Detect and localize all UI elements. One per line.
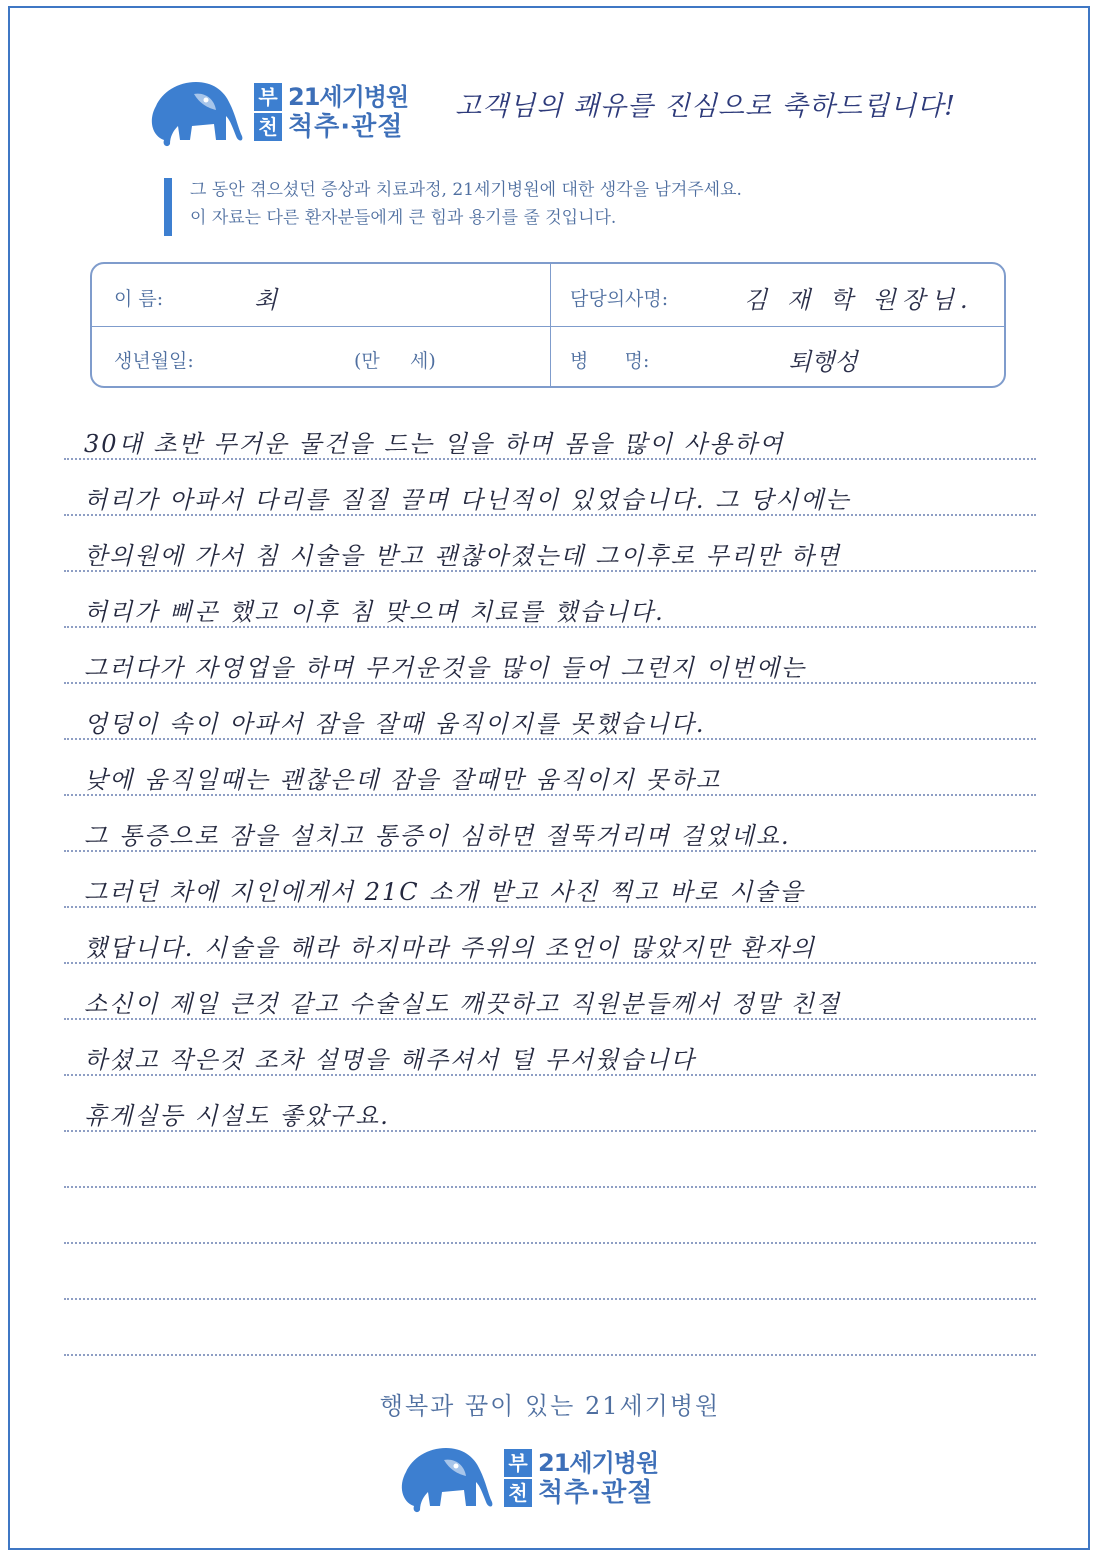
header-slogan: 고객님의 쾌유를 진심으로 축하드립니다! (455, 91, 956, 122)
intro-accent-bar (164, 178, 172, 236)
testimonial-line: 그 통증으로 잠을 설치고 통증이 심하면 절뚝거리며 걸었네요. (84, 822, 791, 850)
brand-name: 21세기병원 (288, 83, 409, 111)
badge-top: 부 (504, 1449, 532, 1477)
hospital-logo (144, 70, 408, 154)
testimonial-line: 그러다가 자영업을 하며 무거운것을 많이 들어 그런지 이번에는 (84, 654, 807, 682)
birth-label: 생년월일: (114, 350, 194, 372)
testimonial-line: 허리가 삐곤 했고 이후 침 맞으며 치료를 했습니다. (84, 598, 665, 626)
patient-info-box (90, 262, 1006, 388)
intro-block (164, 176, 964, 232)
elephant-icon (144, 70, 248, 154)
name-label: 이 름: (114, 288, 164, 310)
testimonial-line: 낮에 움직일때는 괜찮은데 잠을 잘때만 움직이지 못하고 (84, 766, 722, 794)
badge-bottom: 천 (504, 1479, 532, 1507)
testimonial-line: 했답니다. 시술을 해라 하지마라 주위의 조언이 많았지만 환자의 (84, 934, 816, 962)
age-label: (만 세) (354, 350, 436, 372)
elephant-icon (394, 1436, 498, 1520)
badge-bottom: 천 (254, 113, 282, 141)
testimonial-line: 하셨고 작은것 조차 설명을 해주셔서 덜 무서웠습니다 (84, 1046, 696, 1074)
intro-line-1: 그 동안 겪으셨던 증상과 치료과정, 21세기병원에 대한 생각을 남겨주세요. (190, 180, 742, 200)
testimonial-line: 30대 초반 무거운 물건을 드는 일을 하며 몸을 많이 사용하여 (84, 430, 785, 458)
badge-top: 부 (254, 83, 282, 111)
disease-value: 퇴행성 (788, 348, 858, 376)
brand-name: 21세기병원 (538, 1449, 659, 1477)
name-value: 최 (254, 286, 278, 314)
brand-specialty: 척추·관절 (538, 1478, 654, 1508)
testimonial-line: 한의원에 가서 침 시술을 받고 괜찮아졌는데 그이후로 무리만 하면 (84, 542, 841, 570)
intro-line-2: 이 자료는 다른 환자분들에게 큰 힘과 용기를 줄 것입니다. (190, 208, 617, 228)
testimonial-line: 그러던 차에 지인에게서 21C 소개 받고 사진 찍고 바로 시술을 (84, 878, 805, 906)
testimonial-line: 허리가 아파서 다리를 질질 끌며 다닌적이 있었습니다. 그 당시에는 (84, 486, 851, 514)
disease-label: 병 명: (570, 350, 650, 372)
brand-specialty: 척추·관절 (288, 112, 404, 142)
doctor-value: 김 재 학 원장님. (744, 286, 974, 314)
testimonial-line: 소신이 제일 큰것 같고 수술실도 깨끗하고 직원분들께서 정말 친절 (84, 990, 841, 1018)
testimonial-line: 휴게실등 시설도 좋았구요. (84, 1102, 390, 1130)
footer-slogan: 행복과 꿈이 있는 21세기병원 (379, 1392, 721, 1420)
footer-logo (394, 1436, 658, 1520)
testimonial-line: 엉덩이 속이 아파서 잠을 잘때 움직이지를 못했습니다. (84, 710, 706, 738)
doctor-label: 담당의사명: (570, 288, 669, 310)
